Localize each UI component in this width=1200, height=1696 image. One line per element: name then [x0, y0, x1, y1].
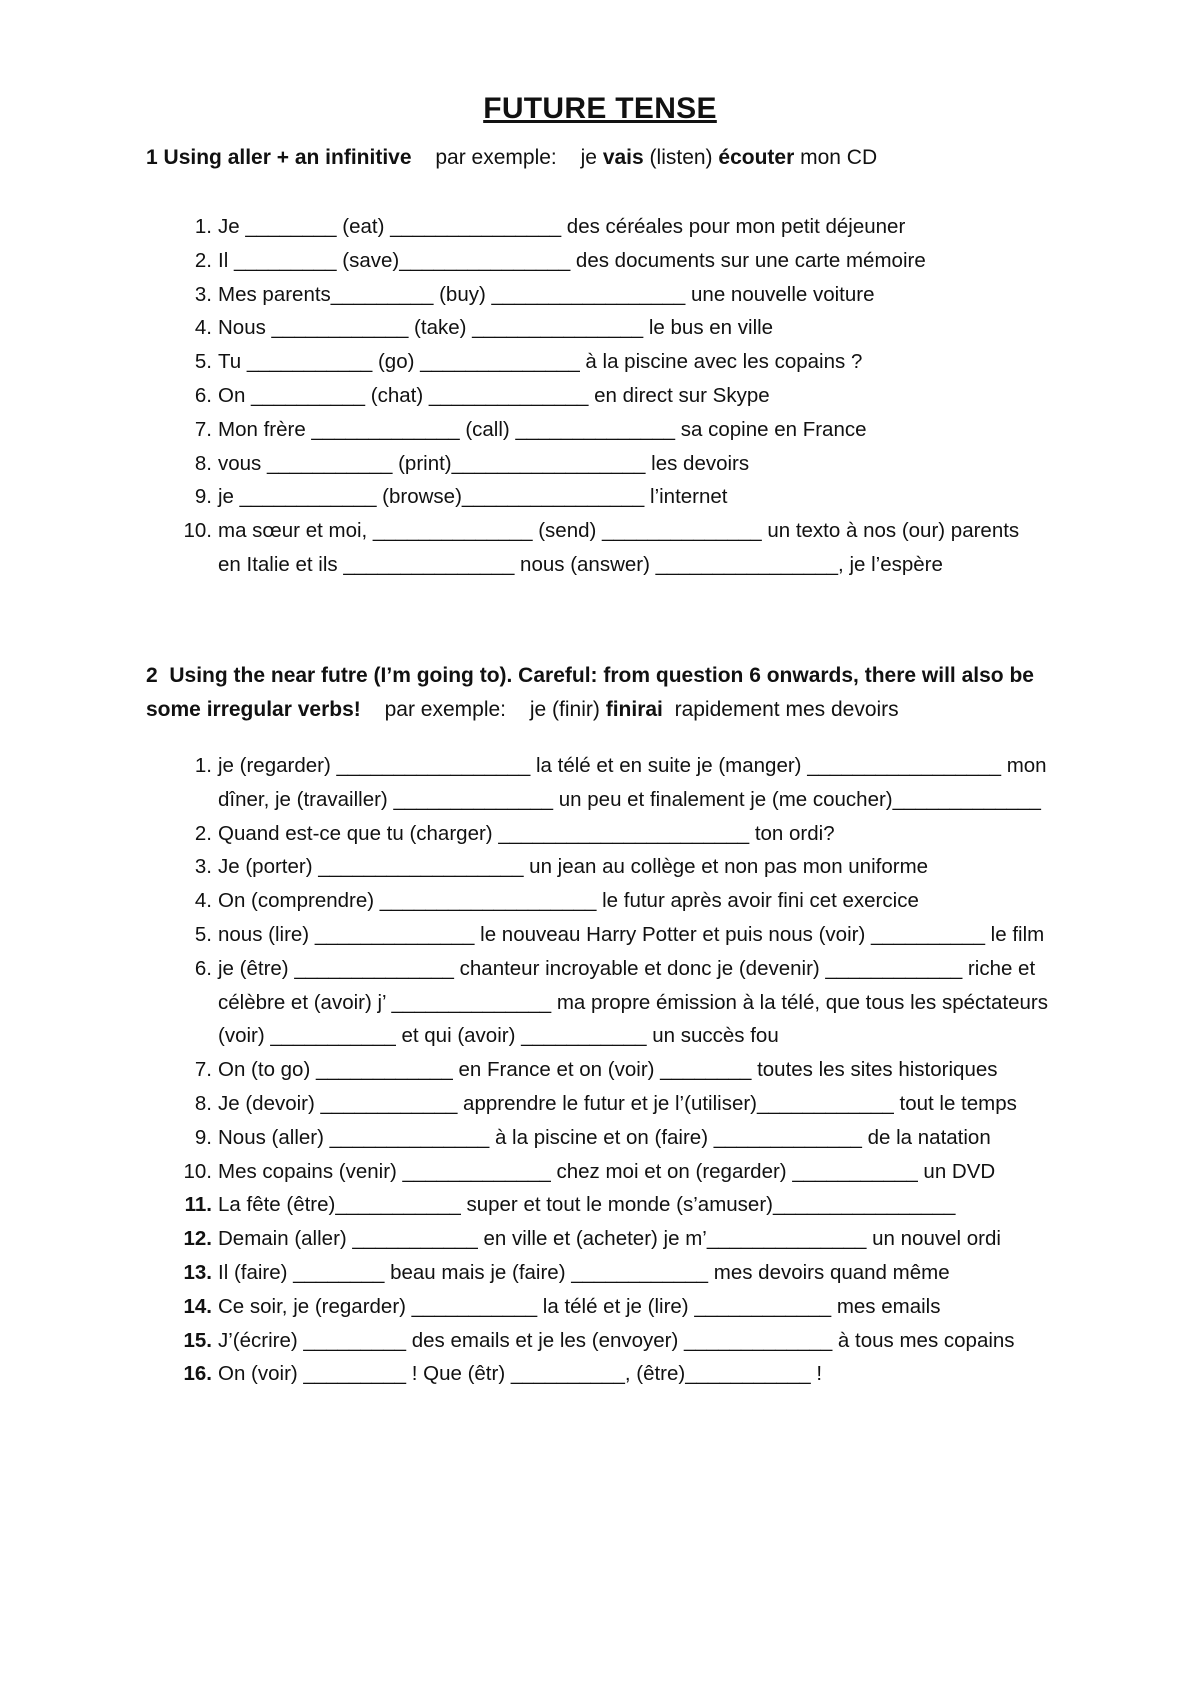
- exercise-text: Demain (aller) ___________ en ville et (acheter) je m’______________ un nouvel ordi: [218, 1227, 1001, 1251]
- exercise-item: [183, 1324, 1123, 1358]
- exercise-number: 2.: [194, 821, 212, 845]
- exercise-item: [194, 480, 1123, 514]
- exercise-text: célèbre et (avoir) j’ ______________ ma propre émission à la télé, que tous les spéctateurs: [218, 990, 1048, 1014]
- exercise-text: La fête (être)___________ super et tout le monde (s’amuser)________________: [218, 1193, 956, 1217]
- exercise-number: 9.: [194, 485, 212, 509]
- section2-number: 2: [146, 664, 158, 687]
- exercise-number: 5.: [194, 922, 212, 946]
- exercise-item: [194, 1087, 1123, 1121]
- exercise-text: en Italie et ils _______________ nous (answer) ________________, je l’espère: [218, 552, 943, 576]
- exercise-text: dîner, je (travailler) ______________ un peu et finalement je (me coucher)_____________: [218, 787, 1041, 811]
- exercise-number: 14.: [183, 1294, 212, 1318]
- exercise-text: Il (faire) ________ beau mais je (faire) ____________ mes devoirs quand même: [218, 1260, 950, 1284]
- exercise-item: [183, 1290, 1123, 1324]
- exercise-item: [194, 345, 1123, 379]
- exercise-number: 6.: [194, 956, 212, 980]
- exercise-text: Je ________ (eat) _______________ des céréales pour mon petit déjeuner: [218, 215, 906, 238]
- exercise-text: vous ___________ (print)_________________ les devoirs: [218, 451, 750, 475]
- exercise-text: je (être) ______________ chanteur incroyable et donc je (devenir) ____________ riche et: [218, 956, 1036, 980]
- exercise-text: je ____________ (browse)________________ l’internet: [218, 485, 728, 509]
- exercise-item: [184, 1188, 1123, 1222]
- exercise-number: 10.: [183, 1159, 212, 1183]
- exercise-number: 7.: [194, 1058, 212, 1082]
- section2-title-cont: some irregular verbs!: [146, 698, 361, 721]
- exercise-number: 9.: [194, 1125, 212, 1149]
- section1-heading: [146, 141, 1106, 175]
- exercise-number: 7.: [194, 417, 212, 441]
- section1-number: 1: [146, 146, 158, 169]
- exercise-item: [194, 244, 1123, 278]
- section1-example-inf: écouter: [718, 146, 795, 169]
- exercise-text: ma sœur et moi, ______________ (send) ______________ un texto à nos (our) parents: [218, 519, 1020, 543]
- section1-example-pre: je: [580, 146, 597, 169]
- exercise-text: Mon frère _____________ (call) ______________ sa copine en France: [218, 417, 867, 441]
- section2-example-post: rapidement mes devoirs: [674, 698, 899, 721]
- exercise-item: [194, 311, 1123, 345]
- exercise-item: [183, 514, 1123, 548]
- section2-heading-line1: [146, 659, 1106, 693]
- exercise-item: [183, 1256, 1123, 1290]
- exercise-text: nous (lire) ______________ le nouveau Harry Potter et puis nous (voir) __________ le film: [218, 922, 1045, 946]
- exercise-item: [218, 1019, 1123, 1053]
- exercise-text: Il _________ (save)_______________ des documents sur une carte mémoire: [218, 248, 926, 272]
- exercise-number: 8.: [194, 451, 212, 475]
- exercise-item: [183, 1222, 1123, 1256]
- exercise-text: On (to go) ____________ en France et on (voir) ________ toutes les sites historiques: [218, 1058, 998, 1082]
- exercise-item: [218, 548, 1123, 582]
- section2-heading: [146, 659, 1106, 727]
- exercise-number: 5.: [194, 350, 212, 374]
- exercise-number: 1.: [194, 754, 212, 777]
- exercise-number: 13.: [183, 1260, 212, 1284]
- exercise-number: 10.: [183, 519, 212, 543]
- exercise-text: (voir) ___________ et qui (avoir) ___________ un succès fou: [218, 1024, 779, 1048]
- section1-example-post: mon CD: [800, 146, 878, 169]
- exercise-text: Nous (aller) ______________ à la piscine et on (faire) _____________ de la natation: [218, 1125, 991, 1149]
- exercise-number: 12.: [183, 1227, 212, 1251]
- exercise-number: 11.: [184, 1193, 212, 1217]
- exercise-text: Ce soir, je (regarder) ___________ la télé et je (lire) ____________ mes emails: [218, 1294, 941, 1318]
- exercise-text: J’(écrire) _________ des emails et je les (envoyer) _____________ à tous mes copains: [218, 1328, 1015, 1352]
- section1-example-label: par exemple:: [435, 146, 557, 169]
- exercise-number: 3.: [194, 282, 212, 306]
- exercise-text: Tu ___________ (go) ______________ à la piscine avec les copains ?: [218, 350, 863, 374]
- exercise-item: [194, 749, 1123, 783]
- section1-exercise-list: [183, 210, 1123, 582]
- exercise-number: 8.: [194, 1091, 212, 1115]
- exercise-number: 15.: [183, 1328, 212, 1352]
- section1-example-verb: vais: [602, 146, 644, 169]
- exercise-item: [218, 986, 1123, 1020]
- section2-example-verb: finirai: [605, 698, 663, 721]
- exercise-item: [194, 413, 1123, 447]
- exercise-number: 4.: [194, 889, 212, 913]
- exercise-text: Mes parents_________ (buy) _________________ une nouvelle voiture: [218, 282, 875, 306]
- exercise-item: [194, 850, 1123, 884]
- exercise-text: Nous ____________ (take) _______________ le bus en ville: [218, 316, 774, 340]
- exercise-text: Mes copains (venir) _____________ chez moi et on (regarder) ___________ un DVD: [218, 1159, 996, 1183]
- exercise-number: 16.: [183, 1362, 212, 1386]
- section2-exercise-list: [183, 749, 1123, 1391]
- exercise-item: [194, 952, 1123, 986]
- exercise-item: [194, 1053, 1123, 1087]
- exercise-text: Je (devoir) ____________ apprendre le futur et je l’(utiliser)____________ tout le temps: [218, 1091, 1017, 1115]
- exercise-item: [194, 379, 1123, 413]
- exercise-number: 4.: [194, 316, 212, 340]
- page-title: FUTURE TENSE: [483, 92, 717, 125]
- exercise-item: [194, 447, 1123, 481]
- section1-title: Using aller + an infinitive: [163, 146, 412, 169]
- exercise-text: je (regarder) _________________ la télé et en suite je (manger) _________________ mon: [218, 754, 1047, 777]
- exercise-text: On (comprendre) ___________________ le futur après avoir fini cet exercice: [218, 889, 919, 913]
- exercise-item: [194, 817, 1123, 851]
- exercise-item: [183, 1155, 1123, 1189]
- exercise-item: [218, 783, 1123, 817]
- section1-example-mid: (listen): [649, 146, 713, 169]
- section2-example-label: par exemple:: [384, 698, 507, 721]
- exercise-number: 2.: [194, 248, 212, 272]
- exercise-item: [194, 1121, 1123, 1155]
- exercise-item: [194, 278, 1123, 312]
- exercise-number: 3.: [194, 855, 212, 879]
- section2-example-pre: je (finir): [529, 698, 600, 721]
- exercise-text: Quand est-ce que tu (charger) ______________________ ton ordi?: [218, 821, 835, 845]
- exercise-number: 1.: [194, 215, 212, 238]
- section2-title: Using the near futre (I’m going to). Careful: from question 6 onwards, there will also be: [169, 664, 1034, 687]
- exercise-text: On __________ (chat) ______________ en direct sur Skype: [218, 383, 770, 407]
- exercise-number: 6.: [194, 383, 212, 407]
- exercise-item: [194, 884, 1123, 918]
- exercise-item: [194, 918, 1123, 952]
- exercise-item: [194, 210, 1123, 244]
- exercise-item: [183, 1357, 1123, 1391]
- section2-heading-line2: [146, 693, 1106, 727]
- exercise-text: Je (porter) __________________ un jean au collège et non pas mon uniforme: [218, 855, 929, 879]
- exercise-text: On (voir) _________ ! Que (êtr) __________, (être)___________ !: [218, 1362, 823, 1386]
